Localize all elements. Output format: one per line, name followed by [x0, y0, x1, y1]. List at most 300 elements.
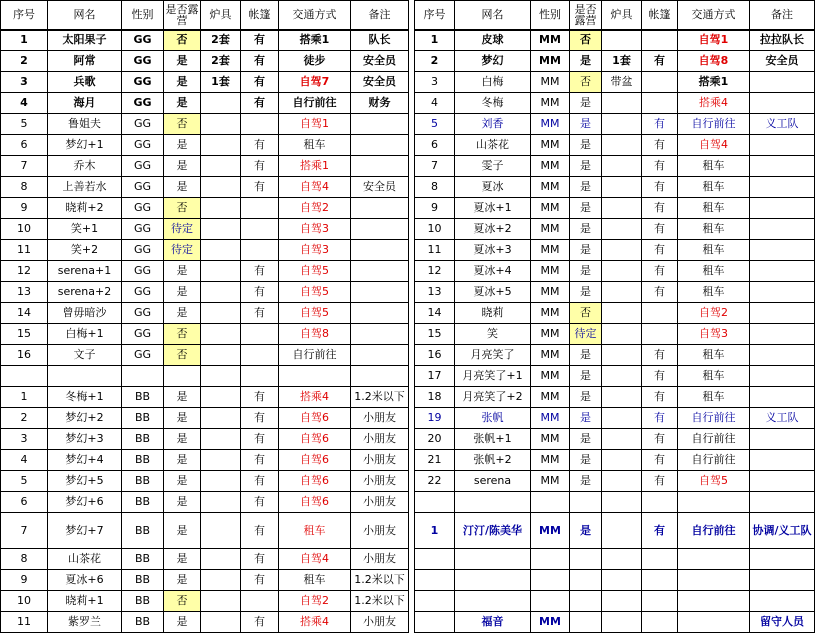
cell-no: 9	[1, 198, 48, 219]
cell-sex: MM	[531, 240, 570, 261]
cell-no: 7	[415, 156, 455, 177]
cell-tent: 有	[241, 612, 279, 633]
cell-stove	[602, 324, 642, 345]
cell-name: 兵歌	[48, 72, 122, 93]
table-row	[415, 513, 815, 549]
cell-camp: 是	[570, 198, 602, 219]
cell-name: 梦幻+2	[48, 408, 122, 429]
cell-no: 18	[415, 387, 455, 408]
cell-sex: MM	[531, 612, 570, 633]
cell-note: 队长	[351, 30, 409, 51]
cell-note	[750, 591, 815, 612]
cell-note	[750, 366, 815, 387]
cell-sex: MM	[531, 135, 570, 156]
cell-note: 义工队	[750, 408, 815, 429]
cell-stove: 带盆	[602, 72, 642, 93]
table-row	[1, 492, 409, 513]
table-row	[415, 282, 815, 303]
cell-name	[455, 591, 531, 612]
cell-sex	[531, 591, 570, 612]
table-row	[1, 114, 409, 135]
cell-tent: 有	[241, 30, 279, 51]
cell-tent: 有	[642, 114, 678, 135]
cell-sex	[531, 549, 570, 570]
cell-tent	[642, 549, 678, 570]
cell-transport	[678, 549, 750, 570]
cell-note	[351, 303, 409, 324]
cell-no: 1	[415, 513, 455, 549]
table-row	[415, 114, 815, 135]
cell-name: 上善若水	[48, 177, 122, 198]
cell-note: 安全员	[351, 51, 409, 72]
cell-no: 20	[415, 429, 455, 450]
cell-tent	[642, 570, 678, 591]
cell-transport: 自驾1	[279, 114, 351, 135]
cell-name: 阿常	[48, 51, 122, 72]
cell-tent: 有	[642, 513, 678, 549]
cell-note: 安全员	[351, 72, 409, 93]
col-header-stove: 炉具	[201, 1, 241, 30]
cell-no: 7	[1, 513, 48, 549]
cell-tent	[642, 30, 678, 51]
cell-stove	[602, 261, 642, 282]
cell-stove	[201, 450, 241, 471]
cell-transport: 租车	[678, 198, 750, 219]
cell-transport: 自驾3	[678, 324, 750, 345]
cell-transport: 租车	[678, 219, 750, 240]
cell-no: 3	[415, 72, 455, 93]
cell-name: 海月	[48, 93, 122, 114]
cell-no: 14	[1, 303, 48, 324]
cell-camp: 是	[164, 261, 201, 282]
cell-sex: BB	[122, 387, 164, 408]
table-row	[1, 72, 409, 93]
cell-tent: 有	[642, 387, 678, 408]
cell-transport: 搭乘1	[678, 72, 750, 93]
cell-transport: 自驾5	[279, 261, 351, 282]
table-row	[1, 240, 409, 261]
cell-camp: 否	[570, 303, 602, 324]
cell-camp: 是	[570, 114, 602, 135]
col-header-transport: 交通方式	[279, 1, 351, 30]
cell-stove	[201, 240, 241, 261]
cell-no: 11	[1, 612, 48, 633]
cell-note	[351, 345, 409, 366]
cell-sex: GG	[122, 51, 164, 72]
cell-note	[750, 198, 815, 219]
cell-transport: 自行前往	[678, 408, 750, 429]
table-row	[415, 612, 815, 633]
cell-tent	[241, 114, 279, 135]
cell-note	[750, 549, 815, 570]
cell-note	[750, 492, 815, 513]
table-row	[415, 570, 815, 591]
cell-stove	[201, 135, 241, 156]
cell-no: 6	[1, 492, 48, 513]
col-header-transport: 交通方式	[678, 1, 750, 30]
cell-sex: MM	[531, 450, 570, 471]
cell-sex: MM	[531, 177, 570, 198]
cell-tent: 有	[642, 156, 678, 177]
cell-camp: 否	[570, 30, 602, 51]
cell-no: 10	[1, 219, 48, 240]
cell-camp: 是	[164, 492, 201, 513]
cell-name: 梦幻	[455, 51, 531, 72]
cell-no: 5	[1, 114, 48, 135]
cell-no: 2	[415, 51, 455, 72]
cell-note	[750, 570, 815, 591]
cell-note	[750, 387, 815, 408]
cell-stove	[602, 450, 642, 471]
cell-no: 6	[415, 135, 455, 156]
cell-tent: 有	[642, 261, 678, 282]
table-row	[415, 492, 815, 513]
cell-note	[351, 135, 409, 156]
table-row	[1, 408, 409, 429]
cell-tent	[642, 72, 678, 93]
cell-stove	[602, 282, 642, 303]
cell-camp: 是	[570, 513, 602, 549]
cell-camp: 是	[570, 135, 602, 156]
cell-stove	[602, 429, 642, 450]
table-row	[415, 408, 815, 429]
cell-stove	[602, 570, 642, 591]
cell-no: 12	[415, 261, 455, 282]
cell-name: serena+2	[48, 282, 122, 303]
cell-tent: 有	[241, 93, 279, 114]
cell-camp: 是	[164, 135, 201, 156]
cell-transport: 自驾4	[678, 135, 750, 156]
cell-sex: GG	[122, 261, 164, 282]
cell-note	[351, 240, 409, 261]
cell-camp: 是	[164, 450, 201, 471]
cell-sex: MM	[531, 324, 570, 345]
cell-no: 22	[415, 471, 455, 492]
cell-tent	[241, 366, 279, 387]
cell-tent: 有	[241, 408, 279, 429]
col-header-sex: 性别	[122, 1, 164, 30]
cell-no: 10	[415, 219, 455, 240]
cell-note: 协调/义工队	[750, 513, 815, 549]
table-row	[1, 324, 409, 345]
cell-no: 10	[1, 591, 48, 612]
cell-transport	[678, 570, 750, 591]
cell-transport: 自行前往	[678, 450, 750, 471]
cell-camp: 是	[570, 366, 602, 387]
table-row	[415, 591, 815, 612]
cell-note	[750, 261, 815, 282]
cell-tent	[642, 324, 678, 345]
col-header-note: 备注	[750, 1, 815, 30]
cell-stove	[201, 591, 241, 612]
cell-camp: 是	[570, 471, 602, 492]
col-header-name: 网名	[48, 1, 122, 30]
cell-tent: 有	[241, 303, 279, 324]
cell-stove	[201, 93, 241, 114]
cell-tent	[642, 492, 678, 513]
cell-name: 夏冰+5	[455, 282, 531, 303]
cell-name: 汀汀/陈美华	[455, 513, 531, 549]
cell-camp: 是	[570, 450, 602, 471]
cell-sex: GG	[122, 93, 164, 114]
cell-name: 冬梅	[455, 93, 531, 114]
cell-transport: 搭乘1	[279, 30, 351, 51]
table-row	[415, 72, 815, 93]
table-row	[1, 450, 409, 471]
cell-transport: 自行前往	[678, 429, 750, 450]
cell-transport: 自行前往	[279, 93, 351, 114]
cell-transport: 自驾2	[279, 591, 351, 612]
cell-note	[750, 177, 815, 198]
cell-name	[455, 570, 531, 591]
cell-transport: 自驾5	[678, 471, 750, 492]
table-row	[415, 261, 815, 282]
cell-no: 2	[1, 51, 48, 72]
cell-sex: BB	[122, 471, 164, 492]
cell-no: 13	[415, 282, 455, 303]
cell-name: 夏冰	[455, 177, 531, 198]
cell-name: serena	[455, 471, 531, 492]
cell-transport: 自驾3	[279, 219, 351, 240]
cell-tent: 有	[642, 345, 678, 366]
cell-camp: 否	[164, 591, 201, 612]
cell-sex: MM	[531, 93, 570, 114]
col-header-sex: 性别	[531, 1, 570, 30]
col-header-no: 序号	[1, 1, 48, 30]
cell-stove	[602, 492, 642, 513]
cell-note: 拉拉队长	[750, 30, 815, 51]
cell-name: 月亮笑了	[455, 345, 531, 366]
cell-tent	[642, 303, 678, 324]
cell-camp: 是	[164, 156, 201, 177]
cell-name: 梦幻+3	[48, 429, 122, 450]
col-header-note: 备注	[351, 1, 409, 30]
cell-note: 小朋友	[351, 492, 409, 513]
cell-camp	[570, 492, 602, 513]
cell-name: 梦幻+7	[48, 513, 122, 549]
cell-camp: 是	[570, 408, 602, 429]
cell-stove	[602, 114, 642, 135]
cell-name: 张帆	[455, 408, 531, 429]
cell-no: 2	[1, 408, 48, 429]
cell-no: 8	[415, 177, 455, 198]
cell-note: 小朋友	[351, 612, 409, 633]
cell-note: 1.2米以下	[351, 591, 409, 612]
cell-note	[351, 219, 409, 240]
cell-note: 小朋友	[351, 450, 409, 471]
cell-transport: 租车	[678, 345, 750, 366]
cell-sex: MM	[531, 387, 570, 408]
cell-tent: 有	[241, 387, 279, 408]
cell-note	[750, 135, 815, 156]
cell-camp: 是	[164, 513, 201, 549]
cell-sex: BB	[122, 570, 164, 591]
cell-no: 3	[1, 72, 48, 93]
cell-sex	[531, 492, 570, 513]
table-row	[1, 387, 409, 408]
cell-sex: MM	[531, 156, 570, 177]
cell-name: 晓莉+2	[48, 198, 122, 219]
cell-stove	[201, 366, 241, 387]
cell-no: 9	[415, 198, 455, 219]
cell-camp	[570, 591, 602, 612]
cell-tent: 有	[241, 282, 279, 303]
cell-sex: MM	[531, 303, 570, 324]
cell-sex: MM	[531, 198, 570, 219]
cell-name: 晓莉+1	[48, 591, 122, 612]
cell-transport: 自行前往	[678, 513, 750, 549]
cell-note: 1.2米以下	[351, 570, 409, 591]
cell-no: 21	[415, 450, 455, 471]
cell-tent: 有	[642, 135, 678, 156]
cell-stove	[602, 156, 642, 177]
cell-camp: 是	[570, 240, 602, 261]
cell-sex: GG	[122, 72, 164, 93]
table-row	[415, 219, 815, 240]
cell-tent: 有	[642, 450, 678, 471]
cell-sex: MM	[531, 72, 570, 93]
cell-transport: 自驾5	[279, 303, 351, 324]
cell-transport: 搭乘4	[279, 612, 351, 633]
cell-camp: 是	[570, 429, 602, 450]
cell-sex	[531, 570, 570, 591]
cell-transport: 自驾6	[279, 450, 351, 471]
cell-camp: 是	[570, 177, 602, 198]
cell-sex: GG	[122, 303, 164, 324]
cell-note: 小朋友	[351, 429, 409, 450]
cell-stove	[602, 387, 642, 408]
cell-tent: 有	[241, 429, 279, 450]
cell-no: 19	[415, 408, 455, 429]
cell-no: 3	[1, 429, 48, 450]
cell-no: 14	[415, 303, 455, 324]
cell-stove	[201, 549, 241, 570]
cell-camp: 否	[164, 198, 201, 219]
cell-no: 11	[415, 240, 455, 261]
col-header-camp: 是否露营	[164, 1, 201, 30]
cell-sex: MM	[531, 345, 570, 366]
cell-name: 梦幻+5	[48, 471, 122, 492]
cell-name: 夏冰+2	[455, 219, 531, 240]
cell-camp: 待定	[164, 219, 201, 240]
cell-name: 月亮笑了+2	[455, 387, 531, 408]
cell-name: 曾毋暗沙	[48, 303, 122, 324]
cell-note	[351, 261, 409, 282]
cell-sex: BB	[122, 612, 164, 633]
cell-tent: 有	[642, 177, 678, 198]
cell-stove: 1套	[201, 72, 241, 93]
cell-name	[48, 366, 122, 387]
cell-sex: GG	[122, 156, 164, 177]
table-row	[1, 219, 409, 240]
cell-tent: 有	[241, 513, 279, 549]
cell-note	[750, 324, 815, 345]
cell-name: 太阳果子	[48, 30, 122, 51]
cell-name: 刘香	[455, 114, 531, 135]
cell-stove	[201, 492, 241, 513]
cell-no: 17	[415, 366, 455, 387]
cell-note	[351, 324, 409, 345]
cell-transport: 租车	[678, 240, 750, 261]
cell-stove	[201, 408, 241, 429]
cell-name: 山茶花	[455, 135, 531, 156]
cell-camp: 是	[570, 261, 602, 282]
cell-stove	[602, 591, 642, 612]
cell-transport: 租车	[279, 513, 351, 549]
cell-camp: 待定	[164, 240, 201, 261]
cell-tent	[642, 591, 678, 612]
table-row	[1, 30, 409, 51]
cell-note	[750, 72, 815, 93]
cell-sex: MM	[531, 408, 570, 429]
cell-stove	[602, 177, 642, 198]
cell-sex: MM	[531, 219, 570, 240]
table-row	[1, 471, 409, 492]
cell-no	[415, 570, 455, 591]
cell-name: 乔木	[48, 156, 122, 177]
cell-stove	[201, 387, 241, 408]
cell-name: 皮球	[455, 30, 531, 51]
cell-note	[750, 345, 815, 366]
cell-tent: 有	[642, 240, 678, 261]
cell-stove	[602, 240, 642, 261]
cell-stove	[602, 366, 642, 387]
cell-no: 1	[415, 30, 455, 51]
cell-transport: 自驾1	[678, 30, 750, 51]
cell-note: 安全员	[750, 51, 815, 72]
cell-name: 冬梅+1	[48, 387, 122, 408]
cell-note	[750, 219, 815, 240]
cell-stove	[201, 198, 241, 219]
cell-note: 义工队	[750, 114, 815, 135]
cell-tent: 有	[642, 219, 678, 240]
table-row	[1, 612, 409, 633]
cell-transport: 租车	[678, 156, 750, 177]
cell-stove	[602, 513, 642, 549]
table-row	[415, 240, 815, 261]
cell-stove	[602, 471, 642, 492]
cell-name: 夏冰+1	[455, 198, 531, 219]
cell-stove	[602, 93, 642, 114]
cell-name: 福音	[455, 612, 531, 633]
cell-sex: GG	[122, 219, 164, 240]
cell-camp: 是	[164, 408, 201, 429]
table-row	[415, 198, 815, 219]
cell-sex: MM	[531, 30, 570, 51]
cell-sex: MM	[531, 513, 570, 549]
table-row	[1, 156, 409, 177]
cell-camp: 是	[570, 219, 602, 240]
cell-sex: GG	[122, 30, 164, 51]
cell-camp: 是	[570, 51, 602, 72]
cell-transport: 自驾6	[279, 429, 351, 450]
cell-tent: 有	[241, 261, 279, 282]
cell-tent	[642, 612, 678, 633]
cell-camp: 是	[570, 345, 602, 366]
table-row	[415, 387, 815, 408]
cell-transport: 自驾6	[279, 492, 351, 513]
cell-name: 夏冰+3	[455, 240, 531, 261]
cell-stove	[602, 198, 642, 219]
cell-stove	[602, 30, 642, 51]
cell-stove	[201, 261, 241, 282]
cell-tent: 有	[241, 72, 279, 93]
cell-tent: 有	[241, 549, 279, 570]
cell-transport: 自驾5	[279, 282, 351, 303]
cell-stove	[602, 612, 642, 633]
cell-name	[455, 492, 531, 513]
col-header-tent: 帐篷	[642, 1, 678, 30]
